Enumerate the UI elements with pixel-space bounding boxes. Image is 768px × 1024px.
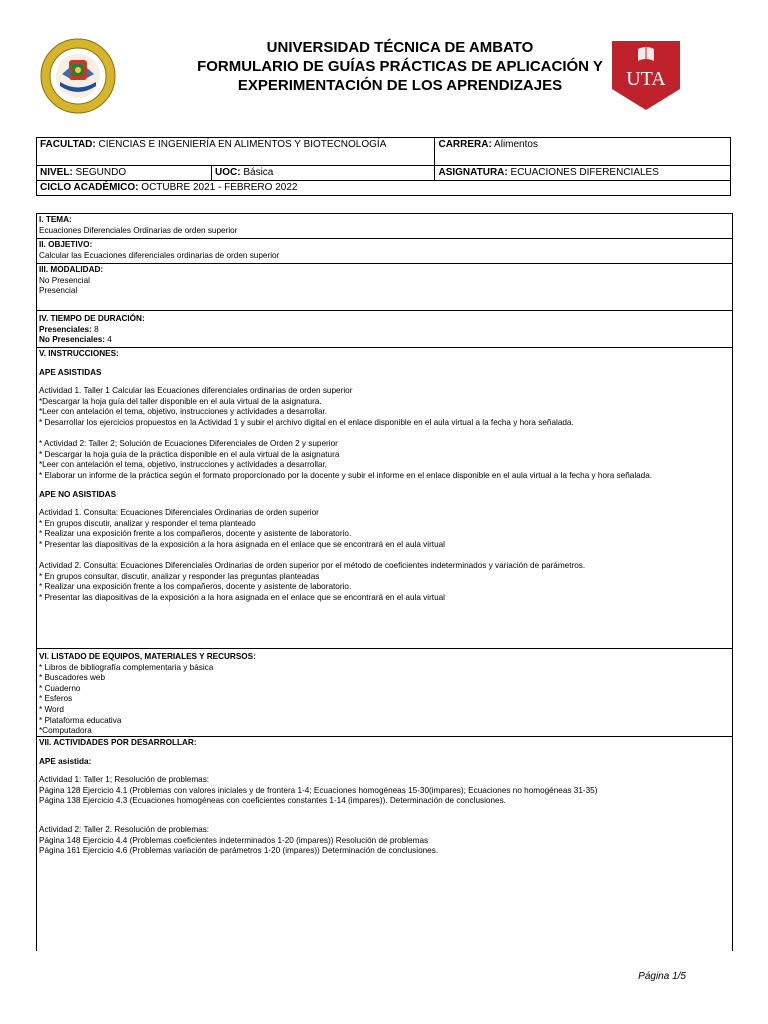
title-line-1: UNIVERSIDAD TÉCNICA DE AMBATO	[266, 39, 534, 56]
nivel-cell: NIVEL: SEGUNDO	[37, 166, 212, 181]
text-line: * Cuaderno	[39, 683, 81, 693]
text-line: *Descargar la hoja guía del taller disponible en el aula virtual de la asignatura.	[39, 396, 322, 406]
document-title	[140, 38, 660, 95]
text-line: Actividad 2: Taller 2. Resolución de problemas:	[39, 824, 210, 834]
text-line: * Esferos	[39, 694, 73, 704]
title-line-3: EXPERIMENTACIÓN DE LOS APRENDIZAJES	[237, 77, 563, 94]
page-number: Página 1/5	[638, 971, 686, 982]
text-line: * Realizar una exposición frente a los compañeros, docente y asistente de laboratorio.	[39, 529, 352, 539]
section-modalidad: III. MODALIDAD: No Presencial Presencial	[37, 264, 732, 311]
text-line: Página 161 Ejercicio 4.6 (Problemas variación de parámetros 1-20 (impares)) Determinación de conclusiones.	[39, 846, 439, 856]
section-equipos: VI. LISTADO DE EQUIPOS, MATERIALES Y RECURSOS: * Libros de bibliografía complementaria y básica * Buscadores web * Cuaderno * Esferos * Word * Plataforma educativa *Computadora	[37, 649, 732, 737]
text-line: * Buscadores web	[39, 673, 105, 683]
guide-content-box	[36, 213, 733, 951]
text-line: Página 138 Ejercicio 4.3 (Ecuaciones homogéneas con coeficientes constantes 1-14 (impares)). Determinación de conclusiones.	[39, 796, 506, 806]
text-line: * Word	[39, 704, 64, 714]
text-line: * Presentar las diapositivas de la exposición a la hora asignada en el enlace que se encontrará en el aula virtual	[39, 539, 445, 549]
text-line: Página 148 Ejercicio 4.4 (Problemas coeficientes indeterminados 1-20 (impares)) Resolución de problemas	[39, 835, 429, 845]
text-line: Página 128 Ejercicio 4.1 (Problemas con valores iniciales y de frontera 1-4; Ecuaciones homogéneas 15-30(impares); Ecuaciones no homogéneas 31-35)	[39, 785, 598, 795]
text-line: * Realizar una exposición frente a los compañeros, docente y asistente de laboratorio.	[39, 582, 352, 592]
text-line	[39, 551, 730, 562]
course-info-table	[36, 137, 731, 196]
text-line: * Presentar las diapositivas de la exposición a la hora asignada en el enlace que se encontrará en el aula virtual	[39, 592, 445, 602]
section-instrucciones: V. INSTRUCCIONES: APE ASISTIDAS Actividad 1. Taller 1 Calcular las Ecuaciones diferenciales ordinarias de orden superior *Descargar la hoja guía del taller disponible en el aula virtual de la asignatura. *Leer con antelación el tema, objetivo, instrucciones y actividades a desarrollar. * Desarrollar los ejercicios propuestos en la Actividad 1 y subir el archivo digital en el enlace disponible en el aula virtual a la fecha y hora señalada. * Actividad 2: Taller 2; Solución de Ecuaciones Diferenciales de Orden 2 y superior * Descargar la hoja guía de la práctica disponible en el aula virtual de la asignatura *Leer con antelación el tema, objetivo, instrucciones y actividades a desarrollar. * Elaborar un informe de la práctica según el formato proporcionado por la docente y subir el informe en el enlace disponible en el aula virtual a la fecha y hora señalada. APE NO ASISTIDAS Actividad 1. Consulta: Ecuaciones Diferenciales Ordinarias de orden superior * En grupos discutir, analizar y responder el tema planteado * Realizar una exposición frente a los compañeros, docente y asistente de laboratorio. * Presentar las diapositivas de la exposición a la hora asignada en el enlace que se encontrará en el aula virtual Actividad 2. Consulta: Ecuaciones Diferenciales Ordinarias de orden superior por el método de coeficientes indeterminados y variación de parámetros. * En grupos consultar, discutir, analizar y responder las preguntas planteadas * Realizar una exposición frente a los compañeros, docente y asistente de laboratorio. * Presentar las diapositivas de la exposición a la hora asignada en el enlace que se encontrará en el aula virtual	[37, 348, 732, 649]
text-line: * Plataforma educativa	[39, 715, 122, 725]
text-line: * Descargar la hoja guía de la práctica disponible en el aula virtual de la asignatura	[39, 449, 340, 459]
ciclo-cell: CICLO ACADÉMICO: OCTUBRE 2021 - FEBRERO 2022	[37, 181, 731, 196]
logo-text: UTA	[626, 68, 666, 90]
section-actividades: VII. ACTIVIDADES POR DESARROLLAR: APE asistida: Actividad 1: Taller 1; Resolución de problemas: Página 128 Ejercicio 4.1 (Problemas con valores iniciales y de frontera 1-4; Ecuaciones homogéneas 15-30(impares); Ecuaciones no homogéneas 31-35) Página 138 Ejercicio 4.3 (Ecuaciones homogéneas con coeficientes constantes 1-14 (impares)). Determinación de conclusiones. Actividad 2: Taller 2. Resolución de problemas: Página 148 Ejercicio 4.4 (Problemas coeficientes indeterminados 1-20 (impares)) Resolución de problemas Página 161 Ejercicio 4.6 (Problemas variación de parámetros 1-20 (impares)) Determinación de conclusiones.	[37, 737, 732, 858]
text-line: Actividad 1: Taller 1; Resolución de problemas:	[39, 775, 210, 785]
title-line-2: FORMULARIO DE GUÍAS PRÁCTICAS DE APLICACIÓN Y	[197, 58, 603, 75]
uoc-cell: UOC: Básica	[212, 166, 435, 181]
actividad-2-list	[39, 825, 730, 857]
university-seal-logo	[38, 38, 118, 114]
text-line: *Computadora	[39, 726, 92, 736]
ape-no-asistidas-list	[39, 508, 730, 603]
text-line: * Elaborar un informe de la práctica según el formato proporcionado por la docente y subir el informe en el enlace disponible en el aula virtual a la fecha y hora señalada.	[39, 470, 653, 480]
text-line: * En grupos discutir, analizar y responder el tema planteado	[39, 518, 256, 528]
actividad-1-list	[39, 775, 730, 807]
text-line: * Desarrollar los ejercicios propuestos en la Actividad 1 y subir el archivo digital en el enlace disponible en el aula virtual a la fecha y hora señalada.	[39, 417, 574, 427]
text-line: * En grupos consultar, discutir, analizar y responder las preguntas planteadas	[39, 571, 320, 581]
text-line: Actividad 1. Taller 1 Calcular las Ecuaciones diferenciales ordinarias de orden superior	[39, 386, 353, 396]
text-line: Actividad 1. Consulta: Ecuaciones Diferenciales Ordinarias de orden superior	[39, 508, 319, 518]
facultad-cell: FACULTAD: CIENCIAS E INGENIERÍA EN ALIMENTOS Y BIOTECNOLOGÍA	[37, 138, 435, 166]
text-line	[39, 429, 730, 440]
text-line: * Actividad 2: Taller 2; Solución de Ecuaciones Diferenciales de Orden 2 y superior	[39, 439, 338, 449]
text-line: * Libros de bibliografía complementaria y básica	[39, 662, 214, 672]
asignatura-cell: ASIGNATURA: ECUACIONES DIFERENCIALES	[435, 166, 731, 181]
ape-asistidas-list	[39, 386, 730, 481]
text-line: Actividad 2. Consulta: Ecuaciones Diferenciales Ordinarias de orden superior por el método de coeficientes indeterminados y variación de parámetros.	[39, 561, 586, 571]
carrera-cell: CARRERA: Alimentos	[435, 138, 731, 166]
equipos-list	[39, 663, 730, 737]
section-objetivo: II. OBJETIVO: Calcular las Ecuaciones diferenciales ordinarias de orden superior	[37, 239, 732, 264]
text-line: *Leer con antelación el tema, objetivo, instrucciones y actividades a desarrollar.	[39, 460, 328, 470]
text-line: *Leer con antelación el tema, objetivo, instrucciones y actividades a desarrollar.	[39, 407, 328, 417]
section-tiempo: IV. TIEMPO DE DURACIÓN: Presenciales: 8 No Presenciales: 4	[37, 311, 732, 348]
section-tema: I. TEMA: Ecuaciones Diferenciales Ordinarias de orden superior	[37, 214, 732, 239]
